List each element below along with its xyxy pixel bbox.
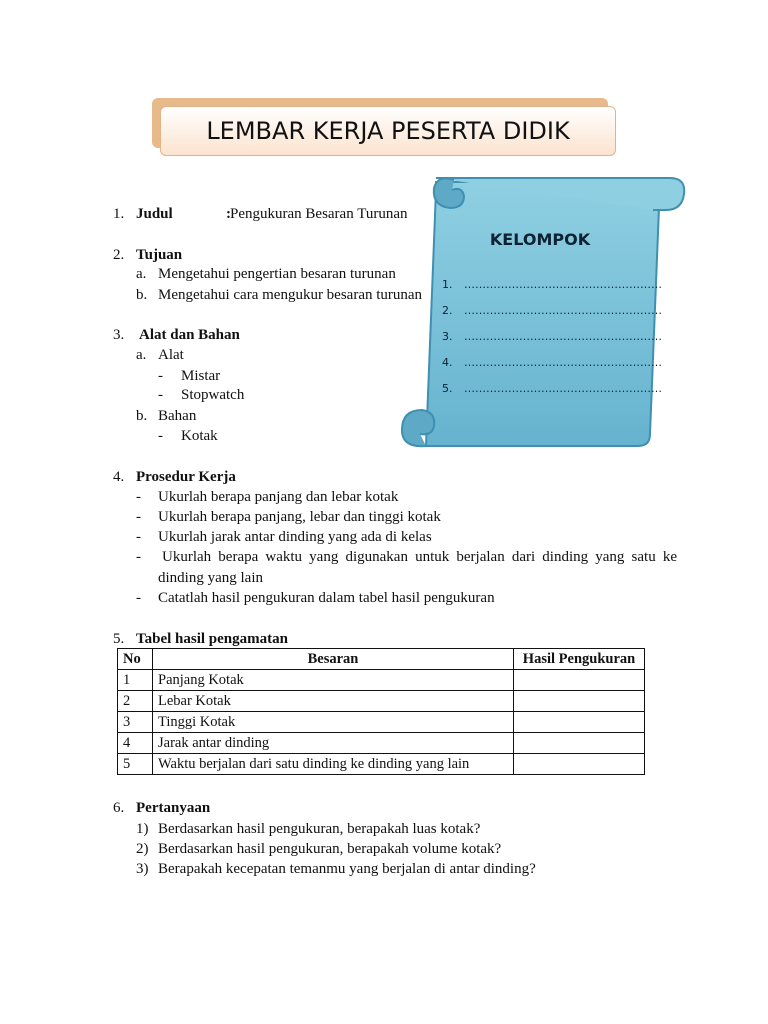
table-row	[118, 712, 645, 733]
tujuan-number: 2.	[113, 247, 125, 263]
tabel-label: Tabel hasil pengamatan	[136, 631, 288, 647]
pertanyaan-marker-3: 3)	[136, 861, 149, 877]
pertanyaan-label: Pertanyaan	[136, 800, 211, 816]
table-row	[118, 733, 645, 754]
cell-hasil[interactable]	[514, 670, 645, 691]
tujuan-item-a: Mengetahui pengertian besaran turunan	[158, 266, 396, 282]
tujuan-marker-a: a.	[136, 266, 147, 282]
prosedur-step-4-cont: dinding yang lain	[158, 570, 263, 586]
cell-besaran: Jarak antar dinding	[153, 733, 514, 754]
cell-besaran: Lebar Kotak	[153, 691, 514, 712]
table-header-row	[118, 649, 645, 670]
cell-no: 1	[118, 670, 153, 691]
kelompok-member-1[interactable]: 1. ………………………………………………	[442, 278, 662, 291]
tujuan-item-b: Mengetahui cara mengukur besaran turunan	[158, 287, 423, 303]
bahan-dash-1: -	[158, 428, 163, 444]
title-banner	[160, 106, 616, 156]
table-row	[118, 670, 645, 691]
prosedur-dash-1: -	[136, 489, 141, 505]
pertanyaan-marker-2: 2)	[136, 841, 149, 857]
cell-hasil[interactable]	[514, 712, 645, 733]
header-no: No	[118, 649, 153, 670]
alat-heading: Alat	[158, 347, 184, 363]
prosedur-dash-2: -	[136, 509, 141, 525]
tabel-number: 5.	[113, 631, 125, 647]
pertanyaan-item-2: Berdasarkan hasil pengukuran, berapakah volume kotak?	[158, 841, 502, 857]
header-besaran: Besaran	[153, 649, 514, 670]
prosedur-label: Prosedur Kerja	[136, 469, 236, 485]
bahan-marker-b: b.	[136, 408, 148, 424]
cell-besaran: Panjang Kotak	[153, 670, 514, 691]
prosedur-dash-5: -	[136, 590, 141, 606]
kelompok-member-3[interactable]: 3. ………………………………………………	[442, 330, 662, 343]
alat-marker-a: a.	[136, 347, 147, 363]
cell-no: 5	[118, 754, 153, 775]
alat-label: Alat dan Bahan	[139, 327, 240, 343]
alat-number: 3.	[113, 327, 125, 343]
kelompok-member-5[interactable]: 5. ………………………………………………	[442, 382, 662, 395]
alat-dash-1: -	[158, 368, 163, 384]
alat-item-stopwatch: Stopwatch	[181, 387, 245, 403]
tujuan-label: Tujuan	[136, 247, 183, 263]
table-row	[118, 754, 645, 775]
prosedur-dash-3: -	[136, 529, 141, 545]
header-hasil: Hasil Pengukuran	[514, 649, 645, 670]
alat-dash-2: -	[158, 387, 163, 403]
pertanyaan-number: 6.	[113, 800, 125, 816]
prosedur-step-3: Ukurlah jarak antar dinding yang ada di kelas	[158, 529, 432, 545]
prosedur-dash-4: -	[136, 549, 141, 565]
prosedur-number: 4.	[113, 469, 125, 485]
pertanyaan-item-3: Berapakah kecepatan temanmu yang berjalan di antar dinding?	[158, 861, 536, 877]
cell-besaran: Waktu berjalan dari satu dinding ke dinding yang lain	[153, 754, 514, 775]
prosedur-step-5: Catatlah hasil pengukuran dalam tabel hasil pengukuran	[158, 590, 495, 606]
cell-hasil[interactable]	[514, 754, 645, 775]
judul-separator: :	[226, 206, 231, 222]
cell-no: 3	[118, 712, 153, 733]
cell-hasil[interactable]	[514, 733, 645, 754]
page-title: LEMBAR KERJA PESERTA DIDIK	[206, 117, 570, 145]
pertanyaan-item-1: Berdasarkan hasil pengukuran, berapakah luas kotak?	[158, 821, 481, 837]
cell-besaran: Tinggi Kotak	[153, 712, 514, 733]
prosedur-step-4: Ukurlah berapa waktu yang digunakan untuk berjalan dari dinding yang satu ke	[162, 549, 677, 565]
cell-no: 4	[118, 733, 153, 754]
hasil-table	[117, 648, 645, 775]
judul-value: Pengukuran Besaran Turunan	[230, 206, 408, 222]
kelompok-member-4[interactable]: 4. ………………………………………………	[442, 356, 662, 369]
pertanyaan-marker-1: 1)	[136, 821, 149, 837]
alat-item-mistar: Mistar	[181, 368, 221, 384]
tujuan-marker-b: b.	[136, 287, 148, 303]
bahan-heading: Bahan	[158, 408, 197, 424]
table-row	[118, 691, 645, 712]
bahan-item-kotak: Kotak	[181, 428, 218, 444]
kelompok-member-2[interactable]: 2. ………………………………………………	[442, 304, 662, 317]
judul-label: Judul	[136, 206, 173, 222]
prosedur-step-1: Ukurlah berapa panjang dan lebar kotak	[158, 489, 399, 505]
cell-hasil[interactable]	[514, 691, 645, 712]
prosedur-step-2: Ukurlah berapa panjang, lebar dan tinggi kotak	[158, 509, 441, 525]
kelompok-title: KELOMPOK	[489, 230, 591, 249]
judul-number: 1.	[113, 206, 125, 222]
cell-no: 2	[118, 691, 153, 712]
